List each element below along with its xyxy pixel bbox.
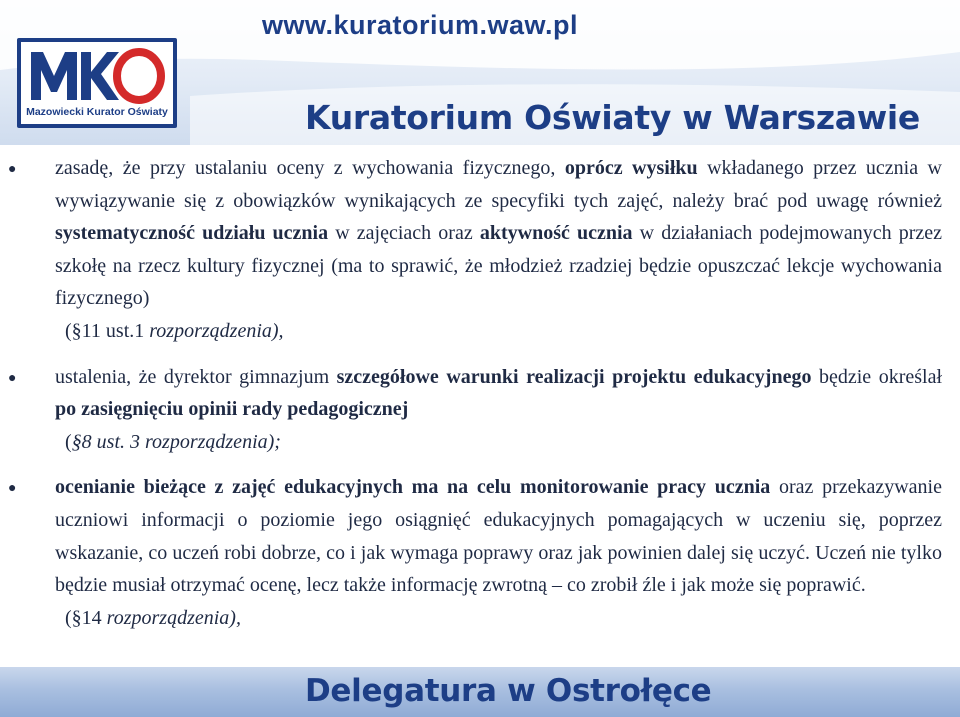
reference-prefix: ( [65,430,72,453]
bold-text-run: systematyczność udziału ucznia [55,222,329,245]
logo-caption: Mazowiecki Kurator Oświaty [26,106,168,118]
bullet-text [55,157,942,309]
text-run: będzie określał [811,365,942,388]
reference-italic: rozporządzenia), [106,606,241,629]
bullet-text [55,476,942,596]
header-title: Kuratorium Oświaty w Warszawie [305,98,921,137]
reference-prefix: (§11 ust.1 [65,319,150,342]
list-item [0,361,960,459]
bullet-list [0,152,960,634]
bold-text-run: ocenianie bieżące z zajęć edukacyjnych ma na celu monitorowanie pracy ucznia [55,476,771,499]
reference-italic: §8 ust. 3 rozporządzenia); [71,430,281,453]
bullet-icon: ● [8,481,17,497]
text-run: w działaniach podejmowanych przez szkołę na rzecz kultury fizycznej (ma to sprawić, że młodzież rzadziej będzie opuszczać lekcje wychowania fizycznego) [55,222,942,310]
reference-italic: rozporządzenia), [149,319,284,342]
list-item [0,152,960,348]
legal-reference [55,426,942,459]
text-run: zasadę, że przy ustalaniu oceny z wychowania fizycznego, [55,157,565,179]
reference-prefix: (§14 [65,606,107,629]
mko-logo [17,38,177,128]
list-item [0,471,960,634]
text-run: wkładanego przez ucznia w wywiązywanie się z obowiązków wynikających ze specyfiki tych zajęć, należy brać pod uwagę również [55,157,943,212]
bullet-icon: ● [8,370,17,386]
page-footer [0,667,960,717]
bullet-icon: ● [8,162,17,177]
text-run: w zajęciach oraz [328,222,480,245]
bold-text-run: szczegółowe warunki realizacji projektu edukacyjnego [336,365,812,388]
text-run: ustalenia, że dyrektor gimnazjum [55,365,337,388]
bullet-text [55,366,942,421]
legal-reference [55,602,942,635]
footer-title: Delegatura w Ostrołęce [305,673,712,709]
bold-text-run: aktywność ucznia [479,222,633,245]
main-content [0,152,960,667]
bold-text-run: oprócz wysiłku [564,157,698,179]
page-header [0,0,960,145]
text-run: oraz przekazywanie uczniowi informacji o poziomie jego osiągnięć edukacyjnych pomagających w uczeniu się, poprzez wskazanie, co uczeń robi dobrze, co i jak wymaga poprawy oraz jak powinien dalej się uczyć. Uczeń nie tylko będzie musiał otrzymać ocenę, lecz także informację zwrotną – co zrobił źle i jak może się poprawić. [55,476,942,597]
site-url-link[interactable]: www.kuratorium.waw.pl [262,10,579,40]
mko-logo-mark [27,46,167,104]
bold-text-run: po zasięgnięciu opinii rady pedagogicznej [55,398,409,421]
legal-reference [55,315,942,348]
